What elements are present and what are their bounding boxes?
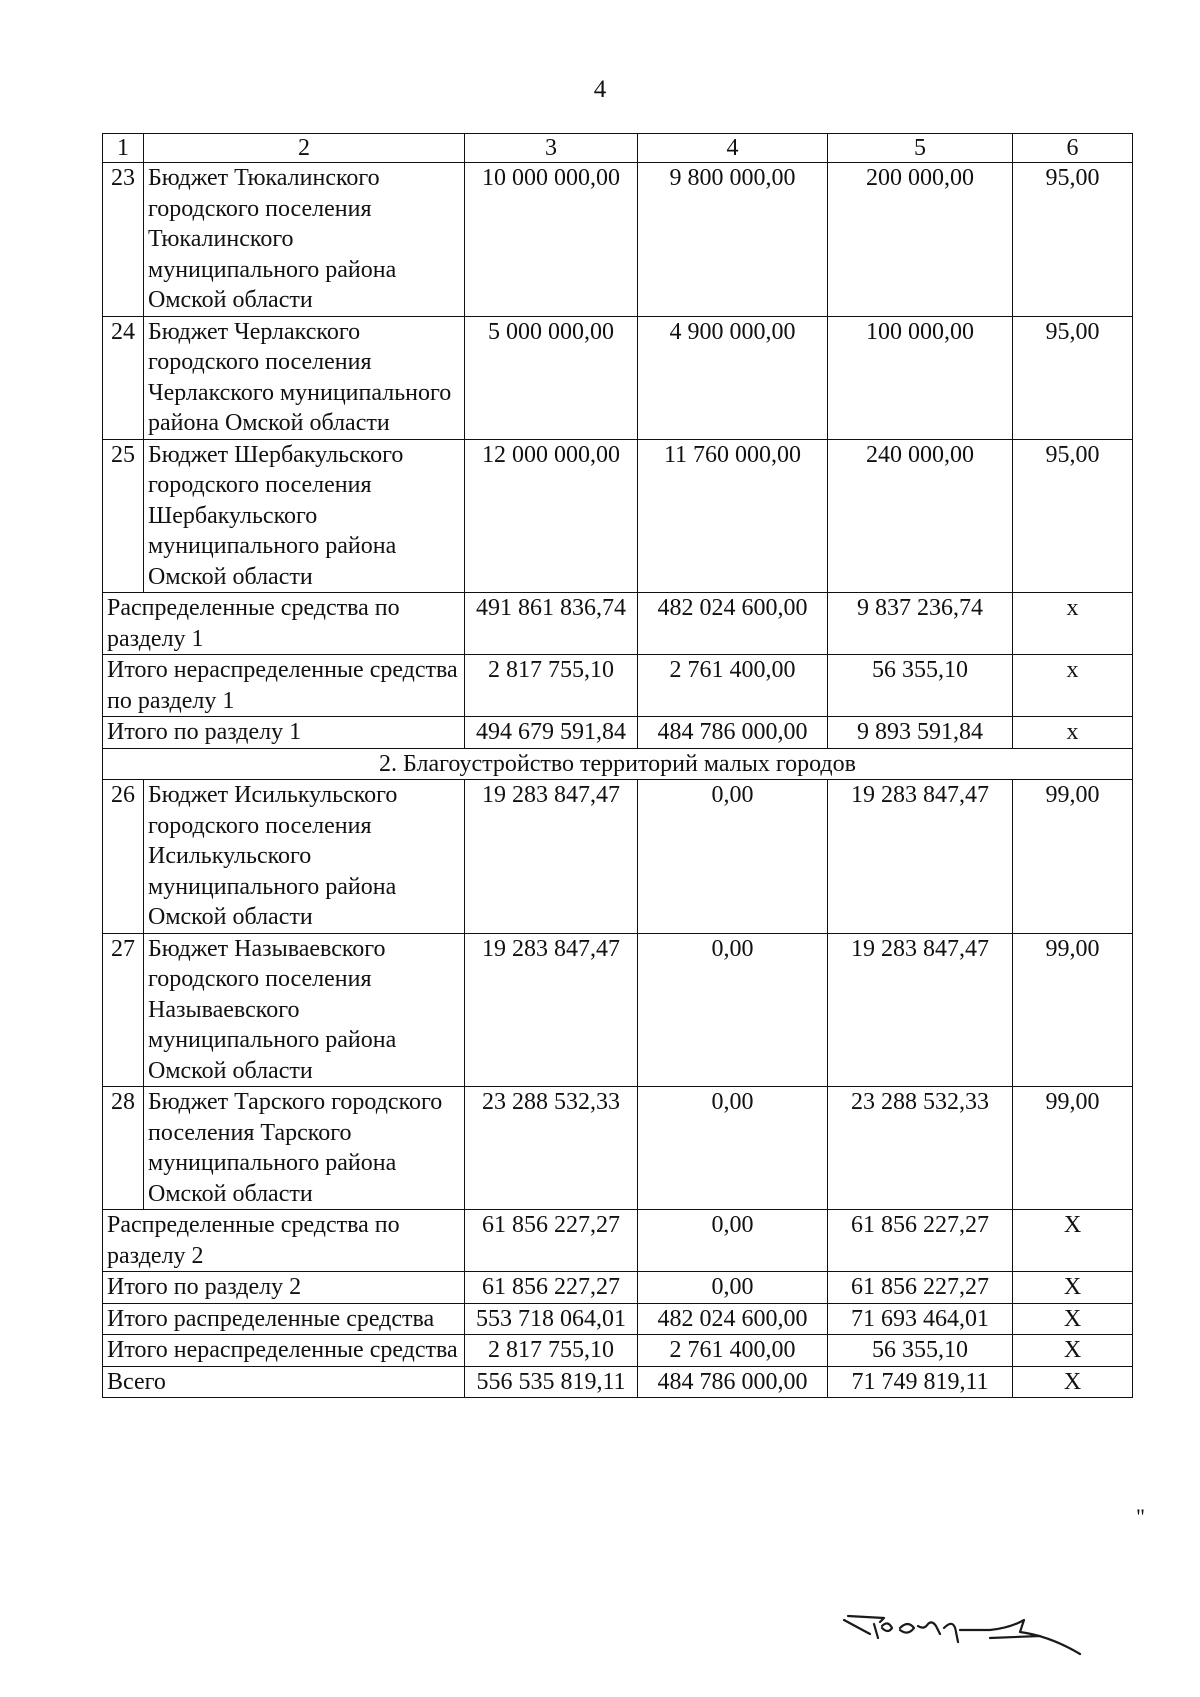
header-cell: 4 (638, 134, 828, 163)
table-row (103, 780, 1133, 934)
amount-col3: 19 283 847,47 (465, 933, 638, 1087)
percent-col6: х (1013, 717, 1133, 749)
row-number: 24 (103, 316, 144, 439)
amount-col3: 556 535 819,11 (465, 1366, 638, 1398)
budget-name: Бюджет Называевского городского поселения Называевского муниципального района Омской области (144, 933, 465, 1087)
percent-col6: 99,00 (1013, 933, 1133, 1087)
amount-col3: 12 000 000,00 (465, 439, 638, 593)
budget-name: Бюджет Черлакского городского поселения Черлакского муниципального района Омской области (144, 316, 465, 439)
amount-col5: 9 837 236,74 (828, 593, 1013, 655)
amount-col4: 482 024 600,00 (638, 1303, 828, 1335)
amount-col3: 2 817 755,10 (465, 655, 638, 717)
total-label: Распределенные средства по разделу 2 (103, 1210, 465, 1272)
amount-col5: 56 355,10 (828, 655, 1013, 717)
section-title-row (103, 748, 1133, 780)
percent-col6: 99,00 (1013, 780, 1133, 934)
table-row (103, 163, 1133, 317)
row-number: 28 (103, 1087, 144, 1210)
amount-col5: 19 283 847,47 (828, 780, 1013, 934)
row-number: 26 (103, 780, 144, 934)
row-number: 25 (103, 439, 144, 593)
amount-col3: 2 817 755,10 (465, 1335, 638, 1367)
budget-name: Бюджет Шербакульского городского поселения Шербакульского муниципального района Омской области (144, 439, 465, 593)
table-row (103, 316, 1133, 439)
amount-col3: 491 861 836,74 (465, 593, 638, 655)
total-label: Итого распределенные средства (103, 1303, 465, 1335)
amount-col5: 240 000,00 (828, 439, 1013, 593)
total-row (103, 1335, 1133, 1367)
total-row (103, 1210, 1133, 1272)
page-number: 4 (593, 76, 607, 103)
amount-col5: 23 288 532,33 (828, 1087, 1013, 1210)
amount-col4: 4 900 000,00 (638, 316, 828, 439)
amount-col3: 5 000 000,00 (465, 316, 638, 439)
closing-quote-mark: " (1136, 1504, 1145, 1529)
amount-col3: 23 288 532,33 (465, 1087, 638, 1210)
amount-col3: 19 283 847,47 (465, 780, 638, 934)
total-row (103, 1272, 1133, 1304)
amount-col5: 9 893 591,84 (828, 717, 1013, 749)
amount-col4: 2 761 400,00 (638, 655, 828, 717)
percent-col6: 95,00 (1013, 439, 1133, 593)
budget-name: Бюджет Тарского городского поселения Тарского муниципального района Омской области (144, 1087, 465, 1210)
row-number: 23 (103, 163, 144, 317)
total-label: Всего (103, 1366, 465, 1398)
total-row (103, 1303, 1133, 1335)
percent-col6: Х (1013, 1366, 1133, 1398)
budget-name: Бюджет Тюкалинского городского поселения Тюкалинского муниципального района Омской области (144, 163, 465, 317)
total-label: Итого нераспределенные средства по разделу 1 (103, 655, 465, 717)
amount-col5: 61 856 227,27 (828, 1272, 1013, 1304)
header-cell: 5 (828, 134, 1013, 163)
section-title: 2. Благоустройство территорий малых городов (103, 748, 1133, 780)
amount-col3: 61 856 227,27 (465, 1210, 638, 1272)
signature-icon (840, 1612, 1120, 1667)
amount-col3: 553 718 064,01 (465, 1303, 638, 1335)
total-label: Итого нераспределенные средства (103, 1335, 465, 1367)
amount-col3: 494 679 591,84 (465, 717, 638, 749)
percent-col6: Х (1013, 1335, 1133, 1367)
total-row (103, 717, 1133, 749)
amount-col4: 0,00 (638, 780, 828, 934)
percent-col6: 99,00 (1013, 1087, 1133, 1210)
amount-col4: 11 760 000,00 (638, 439, 828, 593)
percent-col6: Х (1013, 1272, 1133, 1304)
amount-col5: 100 000,00 (828, 316, 1013, 439)
amount-col4: 0,00 (638, 1210, 828, 1272)
amount-col4: 0,00 (638, 933, 828, 1087)
percent-col6: Х (1013, 1303, 1133, 1335)
table-row (103, 1087, 1133, 1210)
amount-col4: 0,00 (638, 1272, 828, 1304)
percent-col6: Х (1013, 1210, 1133, 1272)
amount-col4: 482 024 600,00 (638, 593, 828, 655)
amount-col4: 0,00 (638, 1087, 828, 1210)
table-row (103, 933, 1133, 1087)
table-row (103, 439, 1133, 593)
header-cell: 1 (103, 134, 144, 163)
total-label: Итого по разделу 1 (103, 717, 465, 749)
header-cell: 6 (1013, 134, 1133, 163)
amount-col3: 61 856 227,27 (465, 1272, 638, 1304)
amount-col5: 61 856 227,27 (828, 1210, 1013, 1272)
budget-distribution-table (102, 133, 1133, 1398)
amount-col5: 19 283 847,47 (828, 933, 1013, 1087)
amount-col5: 71 693 464,01 (828, 1303, 1013, 1335)
table-header-row (103, 134, 1133, 163)
row-number: 27 (103, 933, 144, 1087)
percent-col6: х (1013, 655, 1133, 717)
header-cell: 2 (144, 134, 465, 163)
amount-col5: 71 749 819,11 (828, 1366, 1013, 1398)
amount-col5: 200 000,00 (828, 163, 1013, 317)
total-label: Распределенные средства по разделу 1 (103, 593, 465, 655)
amount-col4: 9 800 000,00 (638, 163, 828, 317)
amount-col5: 56 355,10 (828, 1335, 1013, 1367)
total-row (103, 593, 1133, 655)
percent-col6: х (1013, 593, 1133, 655)
percent-col6: 95,00 (1013, 316, 1133, 439)
amount-col4: 484 786 000,00 (638, 1366, 828, 1398)
amount-col4: 484 786 000,00 (638, 717, 828, 749)
budget-name: Бюджет Исилькульского городского поселения Исилькульского муниципального района Омской области (144, 780, 465, 934)
amount-col3: 10 000 000,00 (465, 163, 638, 317)
total-label: Итого по разделу 2 (103, 1272, 465, 1304)
total-row (103, 655, 1133, 717)
grand-total-row (103, 1366, 1133, 1398)
header-cell: 3 (465, 134, 638, 163)
amount-col4: 2 761 400,00 (638, 1335, 828, 1367)
percent-col6: 95,00 (1013, 163, 1133, 317)
